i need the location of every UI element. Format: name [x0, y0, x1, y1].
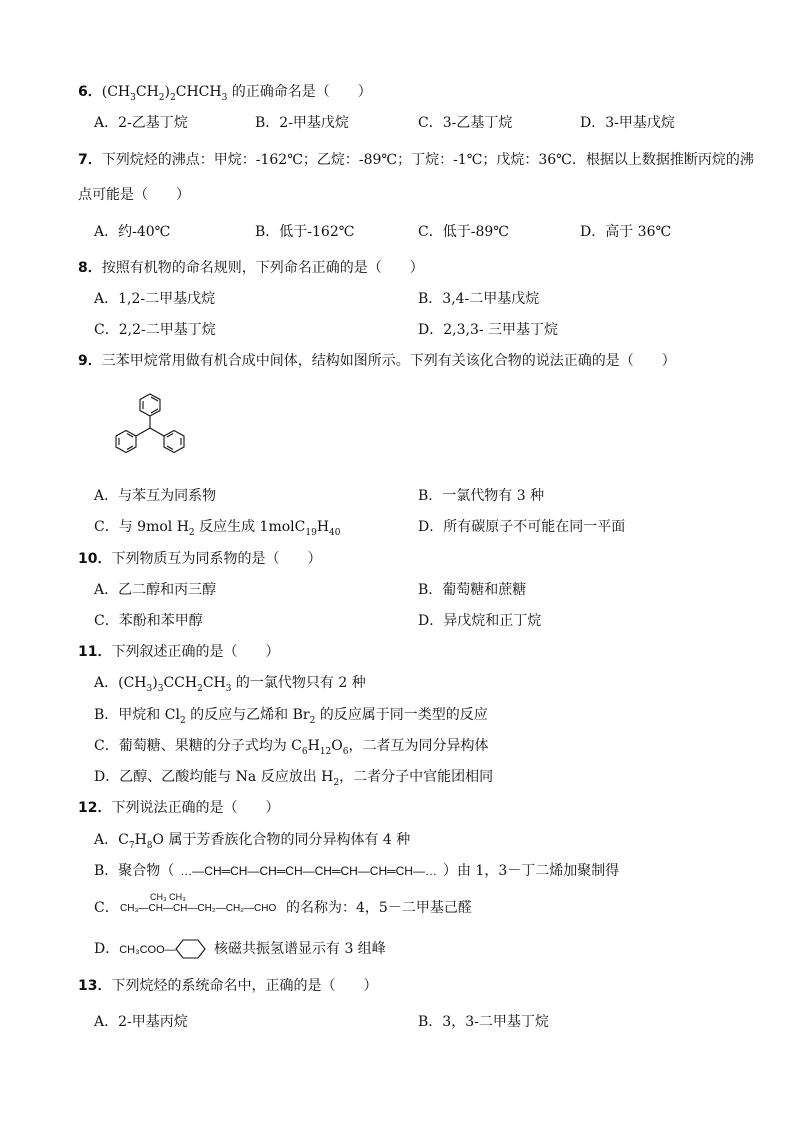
- question-number: 10．: [78, 551, 112, 567]
- q8-option-a[interactable]: A．1,2-二甲基戊烷: [94, 291, 216, 307]
- q7-option-c[interactable]: C．低于-89℃: [418, 224, 509, 240]
- question-8: 8．按照有机物的命名规则，下列命名正确的是（ ）: [78, 260, 424, 276]
- q9-option-a[interactable]: A．与苯互为同系物: [94, 488, 217, 504]
- q7-option-b[interactable]: B．低于-162℃: [255, 224, 355, 240]
- q6-option-a[interactable]: A．2-乙基丁烷: [94, 115, 188, 131]
- q12-option-b[interactable]: B．聚合物（ …—CH═CH—CH═CH—CH═CH—CH═CH—… ）由 1，3－丁二烯加聚制得: [94, 863, 620, 879]
- question-number: 9．: [78, 353, 102, 369]
- q12-option-c[interactable]: C．: [94, 900, 119, 916]
- q12-c-name: 的名称为：4，5－二甲基己醛: [286, 900, 472, 916]
- q7-option-a[interactable]: A．约-40℃: [94, 224, 171, 240]
- q9-option-d[interactable]: D．所有碳原子不可能在同一平面: [418, 519, 626, 535]
- q11-option-d[interactable]: D．乙醇、乙酸均能与 Na 反应放出 $H_2$，二者分子中官能团相同: [94, 769, 494, 788]
- question-7-line-2: 点可能是（ ）: [78, 187, 190, 203]
- question-number: 6．: [78, 84, 102, 100]
- q6-option-c[interactable]: C．3-乙基丁烷: [418, 115, 513, 131]
- question-7: 7．下列烷烃的沸点：甲烷：-162℃；乙烷：-89℃；丁烷：-1℃；戊烷：36℃．根据以上数据推断丙烷的沸: [78, 152, 754, 168]
- q10-option-a[interactable]: A．乙二醇和丙三醇: [94, 582, 217, 598]
- polymer-chain: …—CH═CH—CH═CH—CH═CH—CH═CH—…: [180, 864, 437, 878]
- q11-option-b[interactable]: B．甲烷和 $Cl_2$ 的反应与乙烯和 $Br_2$ 的反应属于同一类型的反应: [94, 707, 488, 726]
- q9-option-c[interactable]: C．与 9mol $H_2$ 反应生成 $1molC_{19}H_{40}$: [94, 519, 341, 538]
- benzene-ring-icon: [174, 938, 208, 960]
- question-6: 6．$(CH_3CH_2)_2CHCH_3$ 的正确命名是（ ）: [78, 84, 372, 103]
- question-9: 9．三苯甲烷常用做有机合成中间体，结构如图所示。下列有关该化合物的说法正确的是（ ）: [78, 353, 676, 369]
- q11-option-a[interactable]: A．$(CH_3)_3CCH_2CH_3$ 的一氯代物只有 2 种: [94, 675, 366, 694]
- q6-option-d[interactable]: D．3-甲基戊烷: [580, 115, 675, 131]
- q13-option-b[interactable]: B．3，3-二甲基丁烷: [418, 1014, 549, 1030]
- q10-option-c[interactable]: C．苯酚和苯甲醇: [94, 613, 203, 629]
- ester-formula: CH₃COO—: [119, 944, 176, 956]
- q12-option-d[interactable]: D．CH₃COO—: [94, 941, 176, 957]
- q8-option-d[interactable]: D．2,3,3- 三甲基丁烷: [418, 322, 559, 338]
- q12-d-text: 核磁共振氢谱显示有 3 组峰: [214, 941, 386, 957]
- question-12: 12．下列说法正确的是（ ）: [78, 800, 280, 816]
- question-number: 12．: [78, 800, 112, 816]
- question-11: 11．下列叙述正确的是（ ）: [78, 644, 280, 660]
- question-number: 7．: [78, 152, 102, 168]
- question-number: 13．: [78, 978, 112, 994]
- q13-option-a[interactable]: A．2-甲基丙烷: [94, 1014, 188, 1030]
- question-number: 8．: [78, 260, 102, 276]
- question-13: 13．下列烷烃的系统命名中，正确的是（ ）: [78, 978, 378, 994]
- q12-c-structure: CH₃ CH₃ CH₃—CH—CH—CH₂—CH₂—CHO: [120, 892, 277, 914]
- q9-option-b[interactable]: B．一氯代物有 3 种: [418, 488, 545, 504]
- triphenylmethane-structure: [98, 388, 198, 470]
- question-number: 11．: [78, 644, 112, 660]
- q8-option-c[interactable]: C．2,2-二甲基丁烷: [94, 322, 216, 338]
- q12-option-a[interactable]: A．$C_7H_8O$ 属于芳香族化合物的同分异构体有 4 种: [94, 832, 411, 851]
- q7-option-d[interactable]: D．高于 36℃: [580, 224, 672, 240]
- q10-option-d[interactable]: D．异戊烷和正丁烷: [418, 613, 542, 629]
- q10-option-b[interactable]: B．葡萄糖和蔗糖: [418, 582, 527, 598]
- q8-option-b[interactable]: B．3,4-二甲基戊烷: [418, 291, 540, 307]
- question-10: 10．下列物质互为同系物的是（ ）: [78, 551, 322, 567]
- q6-option-b[interactable]: B．2-甲基戊烷: [255, 115, 349, 131]
- q11-option-c[interactable]: C．葡萄糖、果糖的分子式均为 $C_6H_{12}O_6$，二者互为同分异构体: [94, 738, 489, 757]
